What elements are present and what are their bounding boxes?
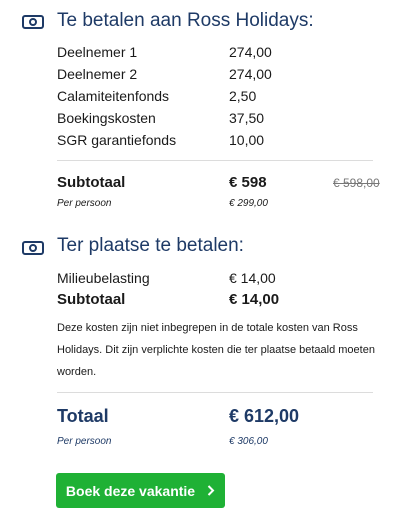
money-icon [22,241,44,255]
subtotal-label: Subtotaal [57,174,126,191]
total-label: Totaal [57,406,109,426]
line-item-value: 274,00 [229,66,272,82]
subtotal-old-price: € 598,00 [333,176,380,190]
subtotal-label: Subtotaal [57,291,126,308]
line-item-label: SGR garantiefonds [57,132,177,148]
money-icon [22,15,44,29]
line-item-value: 10,00 [229,132,265,148]
line-item-value: 37,50 [229,110,265,126]
chevron-right-icon [207,483,215,499]
per-person-label: Per persoon [57,198,112,209]
total-per-person-label: Per persoon [57,436,112,447]
total-per-person-value: € 306,00 [229,436,268,447]
subtotal-value: € 14,00 [229,291,280,308]
line-item-label: Deelnemer 1 [57,44,138,60]
on-site-costs-note: Deze kosten zijn niet inbegrepen in de totale kosten van Ross Holidays. Dit zijn verplichte kosten die ter plaatse betaald moeten worden. [57,322,375,378]
divider [57,160,373,161]
section-heading-pay-ross: Te betalen aan Ross Holidays: [57,10,314,31]
line-item-label: Milieubelasting [57,270,150,286]
total-value: € 612,00 [229,406,300,426]
book-vacation-button[interactable] [56,473,225,508]
line-item-label: Boekingskosten [57,110,156,126]
line-item-value: 274,00 [229,44,272,60]
line-item-value: 2,50 [229,88,257,104]
line-item-label: Deelnemer 2 [57,66,138,82]
line-item-label: Calamiteitenfonds [57,88,170,104]
book-vacation-label: Boek deze vakantie [65,482,196,499]
line-item-value: € 14,00 [229,270,276,286]
divider [57,392,373,393]
section-heading-pay-on-site: Ter plaatse te betalen: [57,235,244,256]
subtotal-value: € 598 [229,174,267,191]
per-person-value: € 299,00 [229,198,268,209]
